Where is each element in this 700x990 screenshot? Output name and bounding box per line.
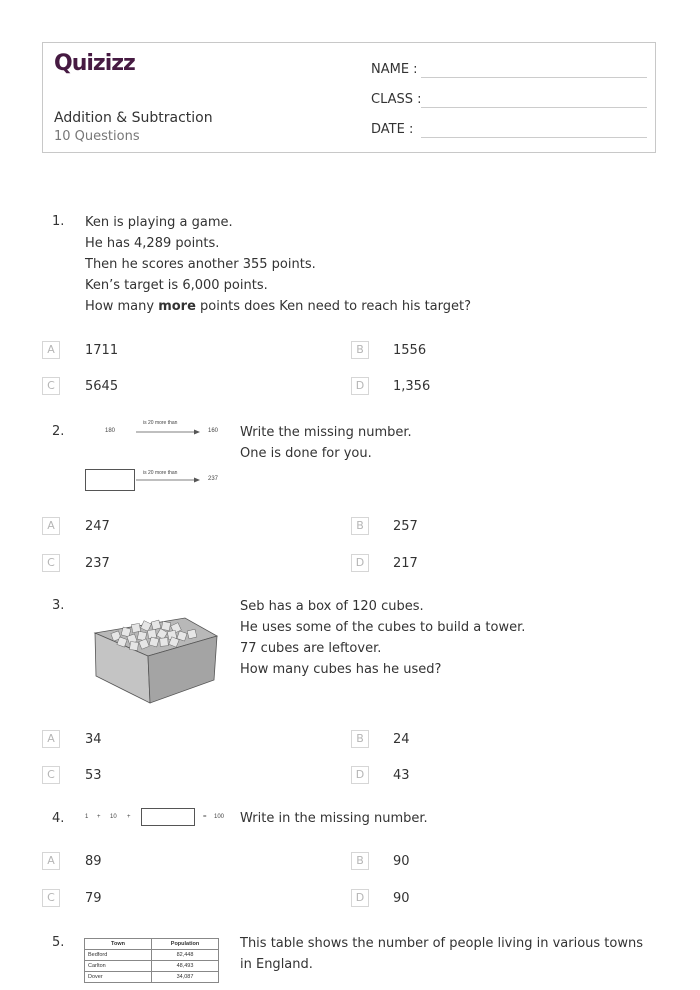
class-label: CLASS :	[371, 92, 422, 107]
option-d-letter[interactable]: D	[351, 377, 369, 395]
worksheet-header	[42, 42, 656, 153]
class-line	[421, 107, 647, 108]
arrow-label: is 20 more than	[143, 420, 178, 426]
bold-word: more	[158, 299, 196, 314]
option-d-text[interactable]: 217	[393, 556, 418, 571]
arrow-icon	[136, 476, 200, 484]
question-text	[240, 933, 643, 975]
question-count: 10 Questions	[54, 129, 140, 144]
text-span: How many	[85, 299, 159, 314]
option-d-text[interactable]: 43	[393, 768, 410, 783]
question-line: Write in the missing number.	[240, 811, 428, 826]
question-number: 1.	[52, 214, 65, 229]
name-line	[421, 77, 647, 78]
option-d-text[interactable]: 90	[393, 891, 410, 906]
arrow-label: is 20 more than	[143, 470, 178, 476]
option-a-letter[interactable]: A	[42, 517, 60, 535]
question-number: 5.	[52, 935, 65, 950]
option-a-text[interactable]: 34	[85, 732, 102, 747]
question-line: Ken is playing a game.	[85, 215, 233, 230]
question-line: 77 cubes are leftover.	[240, 641, 382, 656]
option-c-letter[interactable]: C	[42, 377, 60, 395]
option-b-text[interactable]: 24	[393, 732, 410, 747]
question-line: Ken’s target is 6,000 points.	[85, 278, 268, 293]
question-number: 3.	[52, 598, 65, 613]
question-text	[240, 808, 428, 829]
question-line: He has 4,289 points.	[85, 236, 220, 251]
option-b-text[interactable]: 1556	[393, 343, 427, 358]
option-b-text[interactable]: 90	[393, 854, 410, 869]
worksheet-title: Addition & Subtraction	[54, 110, 213, 126]
question-line: Then he scores another 355 points.	[85, 257, 316, 272]
table-row	[85, 972, 219, 983]
option-d-letter[interactable]: D	[351, 766, 369, 784]
table-cell: Dover	[85, 972, 152, 983]
question-line: Seb has a box of 120 cubes.	[240, 599, 424, 614]
table-cell: 82,448	[152, 950, 219, 961]
table-cell: 34,087	[152, 972, 219, 983]
name-field[interactable]	[371, 62, 418, 77]
equation-term: 1	[85, 814, 89, 820]
question-text	[85, 212, 471, 317]
class-field[interactable]	[371, 92, 422, 107]
question-line: in England.	[240, 957, 313, 972]
diagram-number: 160	[208, 428, 219, 434]
option-a-letter[interactable]: A	[42, 341, 60, 359]
question-line: He uses some of the cubes to build a tower.	[240, 620, 526, 635]
option-d-letter[interactable]: D	[351, 554, 369, 572]
question-text	[240, 422, 412, 464]
option-c-letter[interactable]: C	[42, 766, 60, 784]
option-c-text[interactable]: 237	[85, 556, 110, 571]
question-number: 2.	[52, 424, 65, 439]
question-line	[85, 296, 471, 317]
text-span: points does Ken need to reach his target?	[195, 299, 471, 314]
population-table	[84, 938, 219, 983]
column-header: Population	[152, 939, 219, 950]
table-header-row	[85, 939, 219, 950]
diagram-number: 180	[105, 428, 116, 434]
table-row	[85, 950, 219, 961]
option-d-text[interactable]: 1,356	[393, 379, 431, 394]
table-cell: 48,493	[152, 961, 219, 972]
missing-number-box	[141, 808, 195, 826]
date-label: DATE :	[371, 122, 414, 137]
equation-term: 10	[110, 814, 117, 820]
question-line: How many cubes has he used?	[240, 662, 442, 677]
option-b-letter[interactable]: B	[351, 852, 369, 870]
date-line	[421, 137, 647, 138]
equation-result: 100	[214, 814, 225, 820]
box-of-cubes-image	[90, 608, 220, 706]
option-c-text[interactable]: 79	[85, 891, 102, 906]
question-line: One is done for you.	[240, 446, 372, 461]
table-row	[85, 961, 219, 972]
option-c-letter[interactable]: C	[42, 889, 60, 907]
option-a-letter[interactable]: A	[42, 852, 60, 870]
option-d-letter[interactable]: D	[351, 889, 369, 907]
quizizz-logo: Quizizz	[54, 51, 135, 76]
name-label: NAME :	[371, 62, 418, 77]
equals-sign: =	[203, 814, 207, 820]
table-cell: Carlton	[85, 961, 152, 972]
missing-number-box	[85, 469, 135, 491]
plus-sign: +	[127, 814, 131, 820]
option-a-text[interactable]: 247	[85, 519, 110, 534]
table-cell: Bedford	[85, 950, 152, 961]
option-b-text[interactable]: 257	[393, 519, 418, 534]
option-b-letter[interactable]: B	[351, 517, 369, 535]
option-a-text[interactable]: 89	[85, 854, 102, 869]
plus-sign: +	[97, 814, 101, 820]
diagram-number: 237	[208, 476, 219, 482]
column-header: Town	[85, 939, 152, 950]
option-b-letter[interactable]: B	[351, 730, 369, 748]
option-c-letter[interactable]: C	[42, 554, 60, 572]
question-line: This table shows the number of people living in various towns	[240, 936, 643, 951]
question-text	[240, 596, 525, 680]
option-a-text[interactable]: 1711	[85, 343, 119, 358]
question-line: Write the missing number.	[240, 425, 412, 440]
option-c-text[interactable]: 5645	[85, 379, 119, 394]
question-number: 4.	[52, 811, 65, 826]
option-c-text[interactable]: 53	[85, 768, 102, 783]
option-a-letter[interactable]: A	[42, 730, 60, 748]
arrow-icon	[136, 428, 200, 436]
date-field[interactable]	[371, 122, 413, 137]
option-b-letter[interactable]: B	[351, 341, 369, 359]
